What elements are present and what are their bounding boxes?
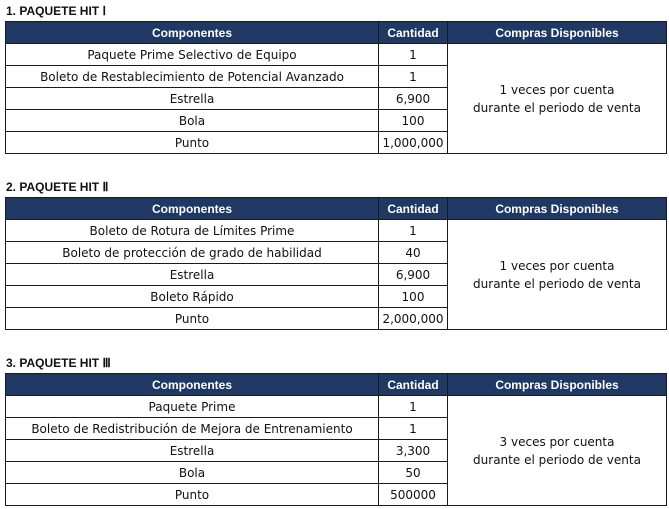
quantity-cell: 2,000,000 [379,308,448,330]
package-section-1 [5,3,666,154]
header-components: Componentes [6,374,379,396]
purchase-limit-cell [448,220,667,330]
purchase-period-line: durante el periodo de venta [473,276,641,291]
purchase-limit-line: 3 veces por cuenta [499,434,615,449]
quantity-cell: 3,300 [379,440,448,462]
table-header-row [6,198,667,220]
quantity-cell: 6,900 [379,88,448,110]
component-cell: Bola [6,110,379,132]
package-table [5,197,667,330]
quantity-cell: 1 [379,66,448,88]
header-purchases: Compras Disponibles [448,22,667,44]
component-cell: Paquete Prime [6,396,379,418]
quantity-cell: 500000 [379,484,448,506]
table-header-row [6,374,667,396]
quantity-cell: 1 [379,418,448,440]
header-quantity: Cantidad [379,374,448,396]
table-row [6,44,667,66]
component-cell: Punto [6,132,379,154]
purchase-limit-cell [448,396,667,506]
component-cell: Estrella [6,264,379,286]
component-cell: Punto [6,308,379,330]
package-section-3 [5,355,666,506]
component-cell: Estrella [6,440,379,462]
purchase-limit-line: 1 veces por cuenta [499,258,615,273]
header-purchases: Compras Disponibles [448,198,667,220]
quantity-cell: 1 [379,44,448,66]
component-cell: Boleto de Rotura de Límites Prime [6,220,379,242]
quantity-cell: 50 [379,462,448,484]
quantity-cell: 100 [379,286,448,308]
quantity-cell: 100 [379,110,448,132]
component-cell: Boleto Rápido [6,286,379,308]
quantity-cell: 1,000,000 [379,132,448,154]
component-cell: Paquete Prime Selectivo de Equipo [6,44,379,66]
component-cell: Punto [6,484,379,506]
package-title: 1. PAQUETE HIT Ⅰ [6,4,106,18]
purchase-period-line: durante el periodo de venta [473,100,641,115]
header-purchases: Compras Disponibles [448,374,667,396]
table-header-row [6,22,667,44]
quantity-cell: 6,900 [379,264,448,286]
header-quantity: Cantidad [379,22,448,44]
header-quantity: Cantidad [379,198,448,220]
header-components: Componentes [6,198,379,220]
package-table [5,373,667,506]
component-cell: Boleto de Redistribución de Mejora de Entrenamiento [6,418,379,440]
quantity-cell: 1 [379,220,448,242]
component-cell: Boleto de protección de grado de habilidad [6,242,379,264]
table-row [6,396,667,418]
component-cell: Estrella [6,88,379,110]
component-cell: Bola [6,462,379,484]
package-title: 2. PAQUETE HIT Ⅱ [6,180,109,194]
package-title: 3. PAQUETE HIT Ⅲ [6,356,111,370]
quantity-cell: 1 [379,396,448,418]
component-cell: Boleto de Restablecimiento de Potencial Avanzado [6,66,379,88]
quantity-cell: 40 [379,242,448,264]
package-section-2 [5,179,666,330]
purchase-limit-line: 1 veces por cuenta [499,82,615,97]
purchase-limit-cell [448,44,667,154]
purchase-period-line: durante el periodo de venta [473,452,641,467]
table-row [6,220,667,242]
package-table [5,21,667,154]
header-components: Componentes [6,22,379,44]
